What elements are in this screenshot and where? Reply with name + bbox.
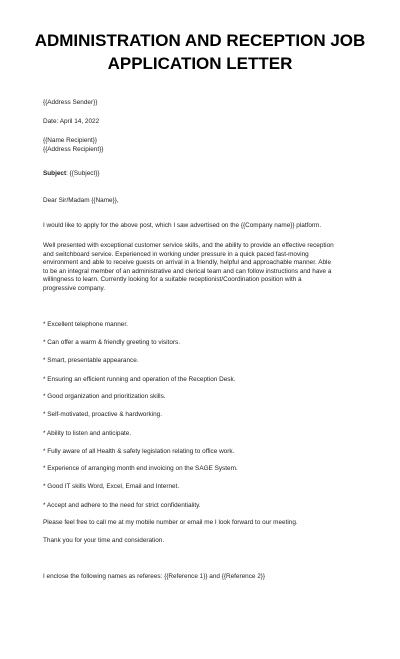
contact-paragraph: Please feel free to call me at my mobile number or email me I look forward to our meeting.	[43, 519, 298, 526]
title-line-2: APPLICATION LETTER	[107, 54, 293, 73]
address-recipient: {{Address Recipient}}	[43, 146, 104, 153]
bullet-item: * Ensuring an efficient running and operation of the Reception Desk.	[43, 376, 236, 383]
salutation: Dear Sir/Madam {{Name}},	[43, 197, 119, 204]
bullet-item: * Good organization and prioritization skills.	[43, 393, 166, 400]
body-line: Well presented with exceptional customer service skills, and the ability to provide an effective reception	[43, 242, 334, 249]
bullet-item: * Fully aware of all Health & safety legislation relating to office work.	[43, 448, 235, 455]
letter-date: Date: April 14, 2022	[43, 118, 100, 125]
bullet-item: * Smart, presentable appearance.	[43, 357, 139, 364]
body-paragraph	[43, 242, 363, 294]
body-line: progressive company.	[43, 284, 106, 292]
bullet-item: * Good IT skills Word, Excel, Email and Internet.	[43, 483, 180, 490]
body-line: willingness to learn. Currently looking for a suitable receptionist/Coordination position with a	[43, 276, 302, 284]
bullet-item: * Accept and adhere to the need for strict confidentiality.	[43, 502, 201, 509]
title-line-1: ADMINISTRATION AND RECEPTION JOB	[34, 31, 366, 50]
address-sender: {{Address Sender}}	[43, 99, 98, 106]
name-recipient: {{Name Recipient}}	[43, 137, 98, 144]
bullet-item: * Experience of arranging month end invoicing on the SAGE System.	[43, 465, 238, 472]
thanks-paragraph: Thank you for your time and consideration.	[43, 537, 165, 544]
body-line: environment and able to receive guests on arrival in a friendly, helpful and approachable manner. Able	[43, 259, 331, 267]
references-paragraph: I enclose the following names as referees: {{Reference 1}} and {{Reference 2}}	[43, 573, 266, 580]
bullet-item: * Ability to listen and anticipate.	[43, 430, 132, 437]
bullet-item: * Excellent telephone manner.	[43, 321, 128, 328]
subject-line	[43, 170, 100, 179]
intro-paragraph: I would like to apply for the above post, which I saw advertised on the {{Company name}} platform.	[43, 222, 322, 229]
bullet-item: * Can offer a warm & friendly greeting to visitors.	[43, 339, 180, 346]
bullet-item: * Self-motivated, proactive & hardworking.	[43, 411, 162, 418]
body-line: to be an integral member of an administrative and clerical team and can follow instructions and have a	[43, 267, 332, 275]
body-line: and switchboard service. Experienced in working under pressure in a quick paced fast-moving	[43, 250, 309, 258]
subject-value: : {{Subject}}	[66, 170, 100, 177]
subject-label: Subject	[43, 170, 67, 177]
